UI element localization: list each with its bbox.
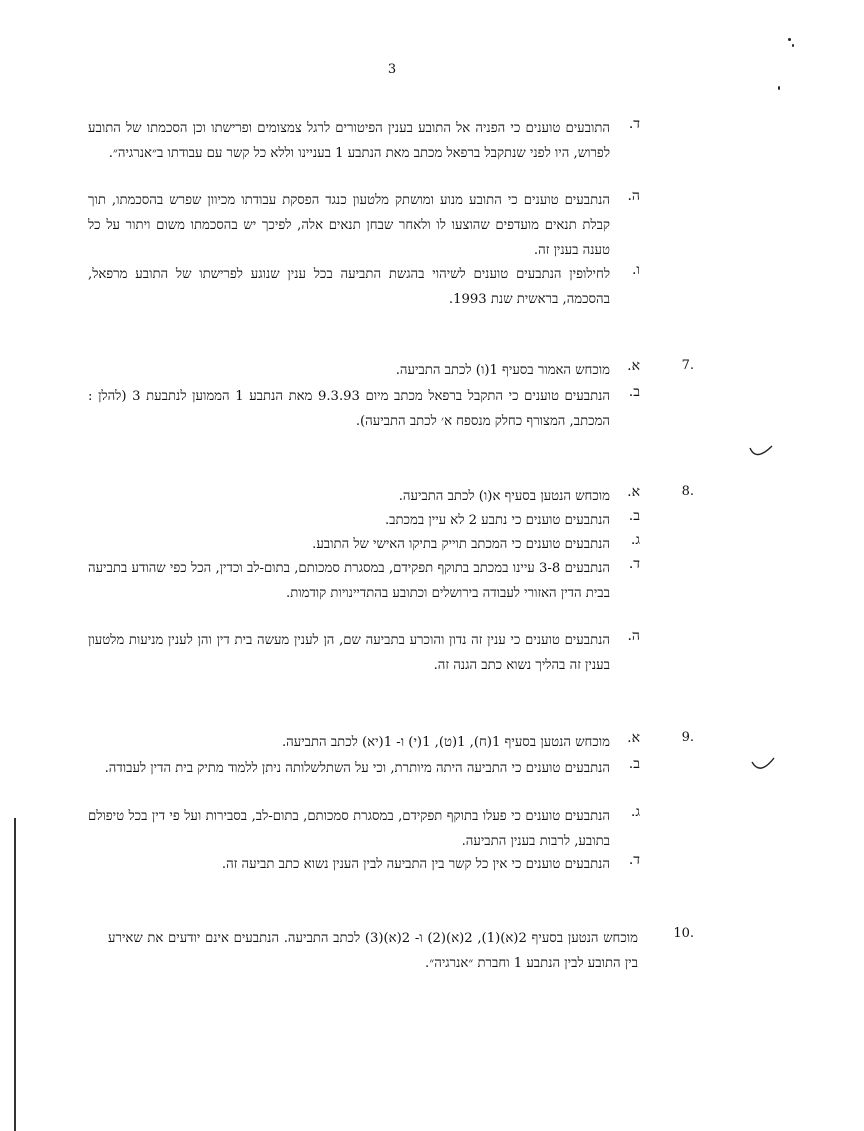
item-text: הנתבעים טוענים כי נתבע 2 לא עיין במכתב. [384, 513, 610, 528]
item-letter: ג. [630, 532, 640, 548]
pen-tick-mark [748, 756, 778, 780]
item-text: לחילופין הנתבעים טוענים לשיהוי בהגשת התביעה בכל ענין שנוגע לפרישתו של התובע מרפאל, בהסכמה, בראשית שנת 1993. [88, 267, 610, 307]
item-letter: א. [627, 484, 640, 500]
item-text: הנתבעים טוענים כי התובע מנוע ומושתק מלטעון כנגד הפסקת עבודתו מכיוון שפרש בהסכמתו, תוך קבלת תנאים מועדפים שהוצעו לו ולאחר שבחן תנאים אלה, לפיכך יש בהסכמתו משום ויתור על כל טענה בענין זה. [88, 193, 610, 258]
item-letter: ה. [627, 628, 640, 644]
item-text: הנתבעים טוענים כי התקבל ברפאל מכתב מיום 9.3.93 מאת הנתבע 1 הממוען לנתבעת 3 (להלן : המכתב, המצורף כחלק מנספח א׳ לכתב התביעה). [88, 389, 610, 429]
item-letter: ב. [628, 508, 640, 524]
item-text: הנתבעים טוענים כי ענין זה נדון והוכרע בתביעה שם, הן לענין מעשה בית דין והן לענין מניעות מלטעון בענין זה בהליך נשוא כתב הגנה זה. [88, 633, 610, 673]
scan-speck [792, 44, 794, 47]
item-letter: א. [627, 358, 640, 374]
item-text: מוכחש הנטען בסעיף 2(א)(1), 2(א)(2) ו- 2(א)(3) לכתב התביעה. הנתבעים אינם יודעים את שאירע בין התובע לבין הנתבע 1 וחברת ״אנרגיה״. [108, 931, 638, 971]
item-letter: ד. [628, 116, 640, 132]
page-number: 3 [387, 62, 397, 77]
item-text: התובעים טוענים כי הפניה אל התובע בענין הפיטורים לרגל צמצומים ופרישתו וכן הסכמתו של התובע לפרוש, היו לפני שנתקבל ברפאל מכתב מאת הנתבע 1 בעניינו וללא כל קשר עם עבודתו ב״אנרגיה״. [88, 121, 610, 161]
scan-speck [788, 38, 791, 41]
scan-edge-line [14, 818, 16, 1131]
item-text: הנתבעים טוענים כי אין כל קשר בין התביעה לבין הענין נשוא כתב תביעה זה. [221, 857, 610, 872]
item-letter: ו. [631, 262, 640, 278]
item-letter: א. [627, 730, 640, 746]
item-letter: ה. [627, 188, 640, 204]
item-text: הנתבעים 3-8 עיינו במכתב בתוקף תפקידם, במסגרת סמכותם, בתום-לב וכדין, הכל כפי שהודע בתביעה בבית הדין האזורי לעבודה בירושלים וכתובע בהתדיינויות קודמות. [88, 561, 610, 601]
item-text: מוכחש האמור בסעיף 1(ו) לכתב התביעה. [395, 363, 610, 378]
section-number: 9. [681, 730, 694, 745]
item-letter: ד. [628, 852, 640, 868]
item-text: הנתבעים טוענים כי התביעה היתה מיותרת, וכי על השתלשלותה ניתן ללמוד מתיק בית הדין לעבודה. [104, 761, 610, 776]
item-letter: ב. [628, 756, 640, 772]
pen-tick-mark [746, 442, 776, 466]
section-number: 8. [681, 484, 694, 499]
item-text: הנתבעים טוענים כי פעלו בתוקף תפקידם, במסגרת סמכותם, בתום-לב, בסבירות ועל פי דין בכל טיפולם בתובע, לרבות בענין התביעה. [88, 809, 610, 849]
item-text: מוכחש הנטען בסעיף א(ו) לכתב התביעה. [398, 489, 610, 504]
item-letter: ג. [630, 804, 640, 820]
section-number: 7. [681, 358, 694, 373]
item-letter: ב. [628, 384, 640, 400]
section-number: 10. [673, 926, 694, 941]
item-text: הנתבעים טוענים כי המכתב תוייק בתיקו האישי של התובע. [312, 537, 610, 552]
item-text: מוכחש הנטען בסעיף 1(ח), 1(ט), 1(י) ו- 1(יא) לכתב התביעה. [281, 735, 610, 750]
scan-speck [778, 86, 780, 90]
item-letter: ד. [628, 556, 640, 572]
